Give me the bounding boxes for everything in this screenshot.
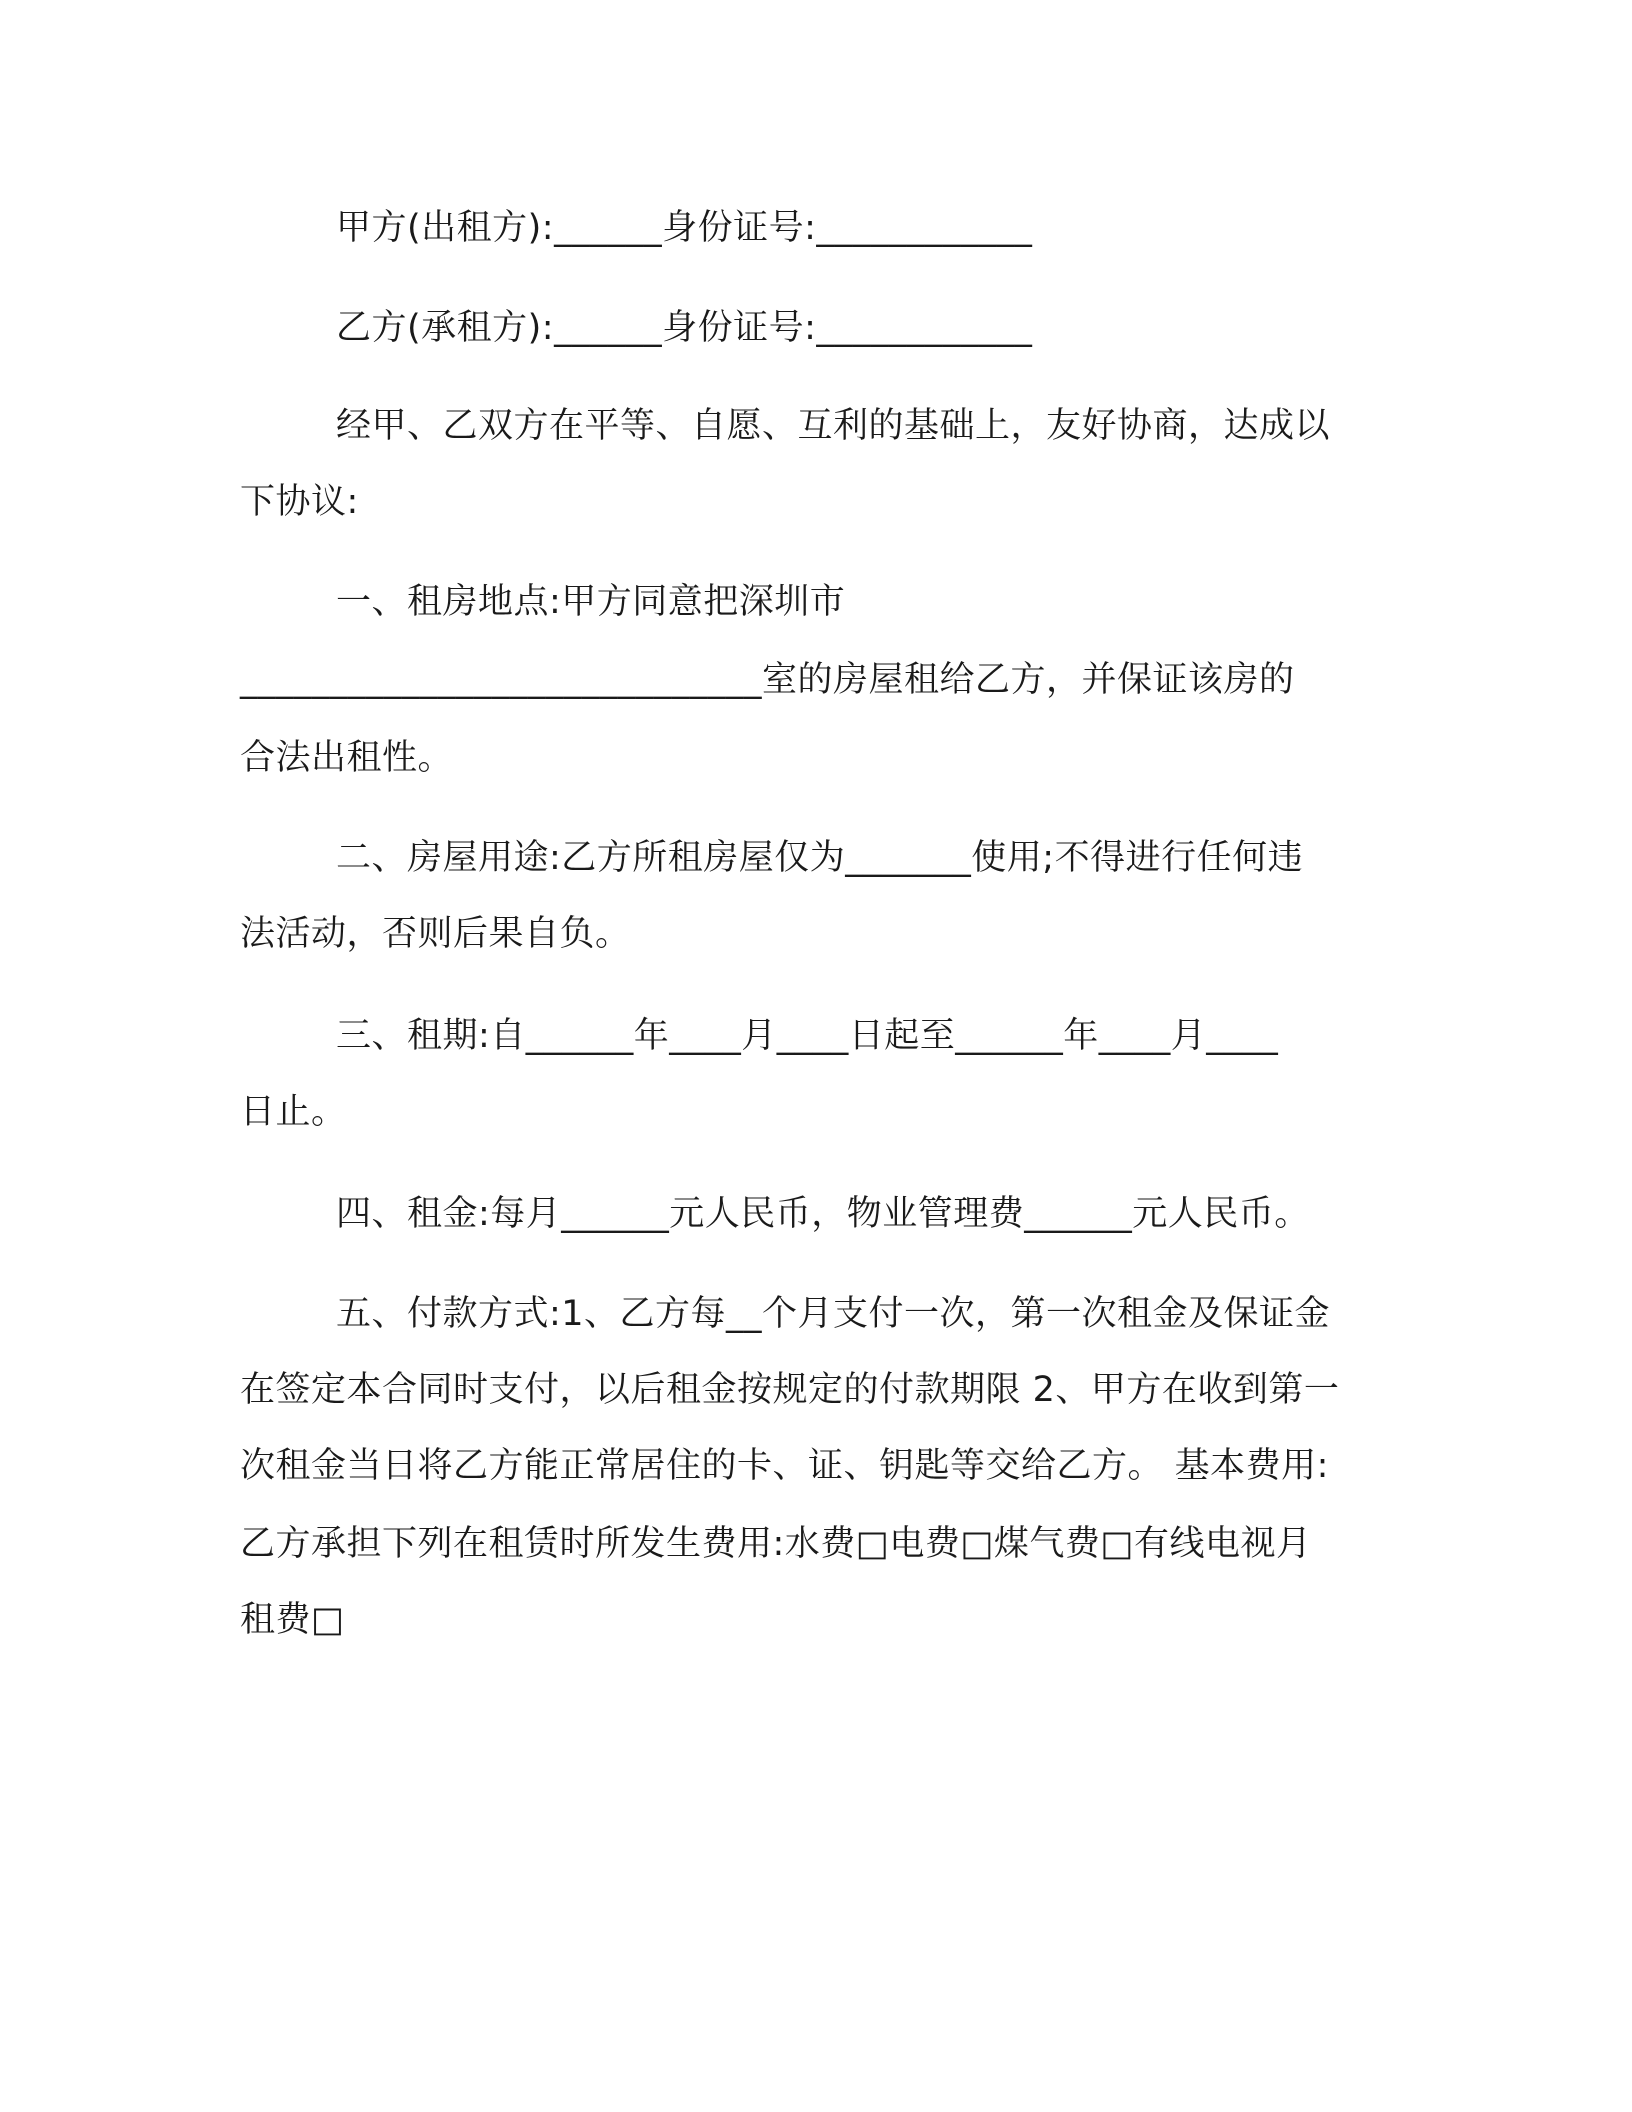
- clause-5-line-3: 次租金当日将乙方能正常居住的卡、证、钥匙等交给乙方。 基本费用:: [240, 1446, 1329, 1486]
- clause-2-line-2: 法活动，否则后果自负。: [240, 914, 631, 954]
- clause-1-line-1: 一、租房地点:甲方同意把深圳市: [336, 582, 846, 622]
- clause-3-line-1: 三、租期:自______年____月____日起至______年____月____: [336, 1016, 1279, 1056]
- clause-5-line-5: 租费□: [240, 1600, 345, 1640]
- preamble-line-1: 经甲、乙双方在平等、自愿、互利的基础上，友好协商，达成以: [336, 406, 1331, 446]
- clause-5-line-4: 乙方承担下列在租赁时所发生费用:水费□电费□煤气费□有线电视月: [240, 1524, 1312, 1564]
- clause-1-line-3: 合法出租性。: [240, 738, 454, 778]
- preamble-line-2: 下协议:: [240, 482, 359, 522]
- clause-5-line-1: 五、付款方式:1、乙方每__个月支付一次，第一次租金及保证金: [336, 1294, 1331, 1334]
- clause-5-line-2: 在签定本合同时支付，以后租金按规定的付款期限 2、甲方在收到第一: [240, 1370, 1340, 1410]
- clause-2-line-1: 二、房屋用途:乙方所租房屋仅为_______使用;不得进行任何违: [336, 838, 1304, 878]
- clause-3-line-2: 日止。: [240, 1092, 347, 1132]
- clause-1-line-2: _____________________________室的房屋租给乙方，并保证该房的: [240, 660, 1295, 700]
- party-a-line: 甲方(出租方):______身份证号:____________: [336, 208, 1033, 248]
- clause-4-line: 四、租金:每月______元人民币，物业管理费______元人民币。: [336, 1194, 1310, 1234]
- party-b-line: 乙方(承租方):______身份证号:____________: [336, 308, 1033, 348]
